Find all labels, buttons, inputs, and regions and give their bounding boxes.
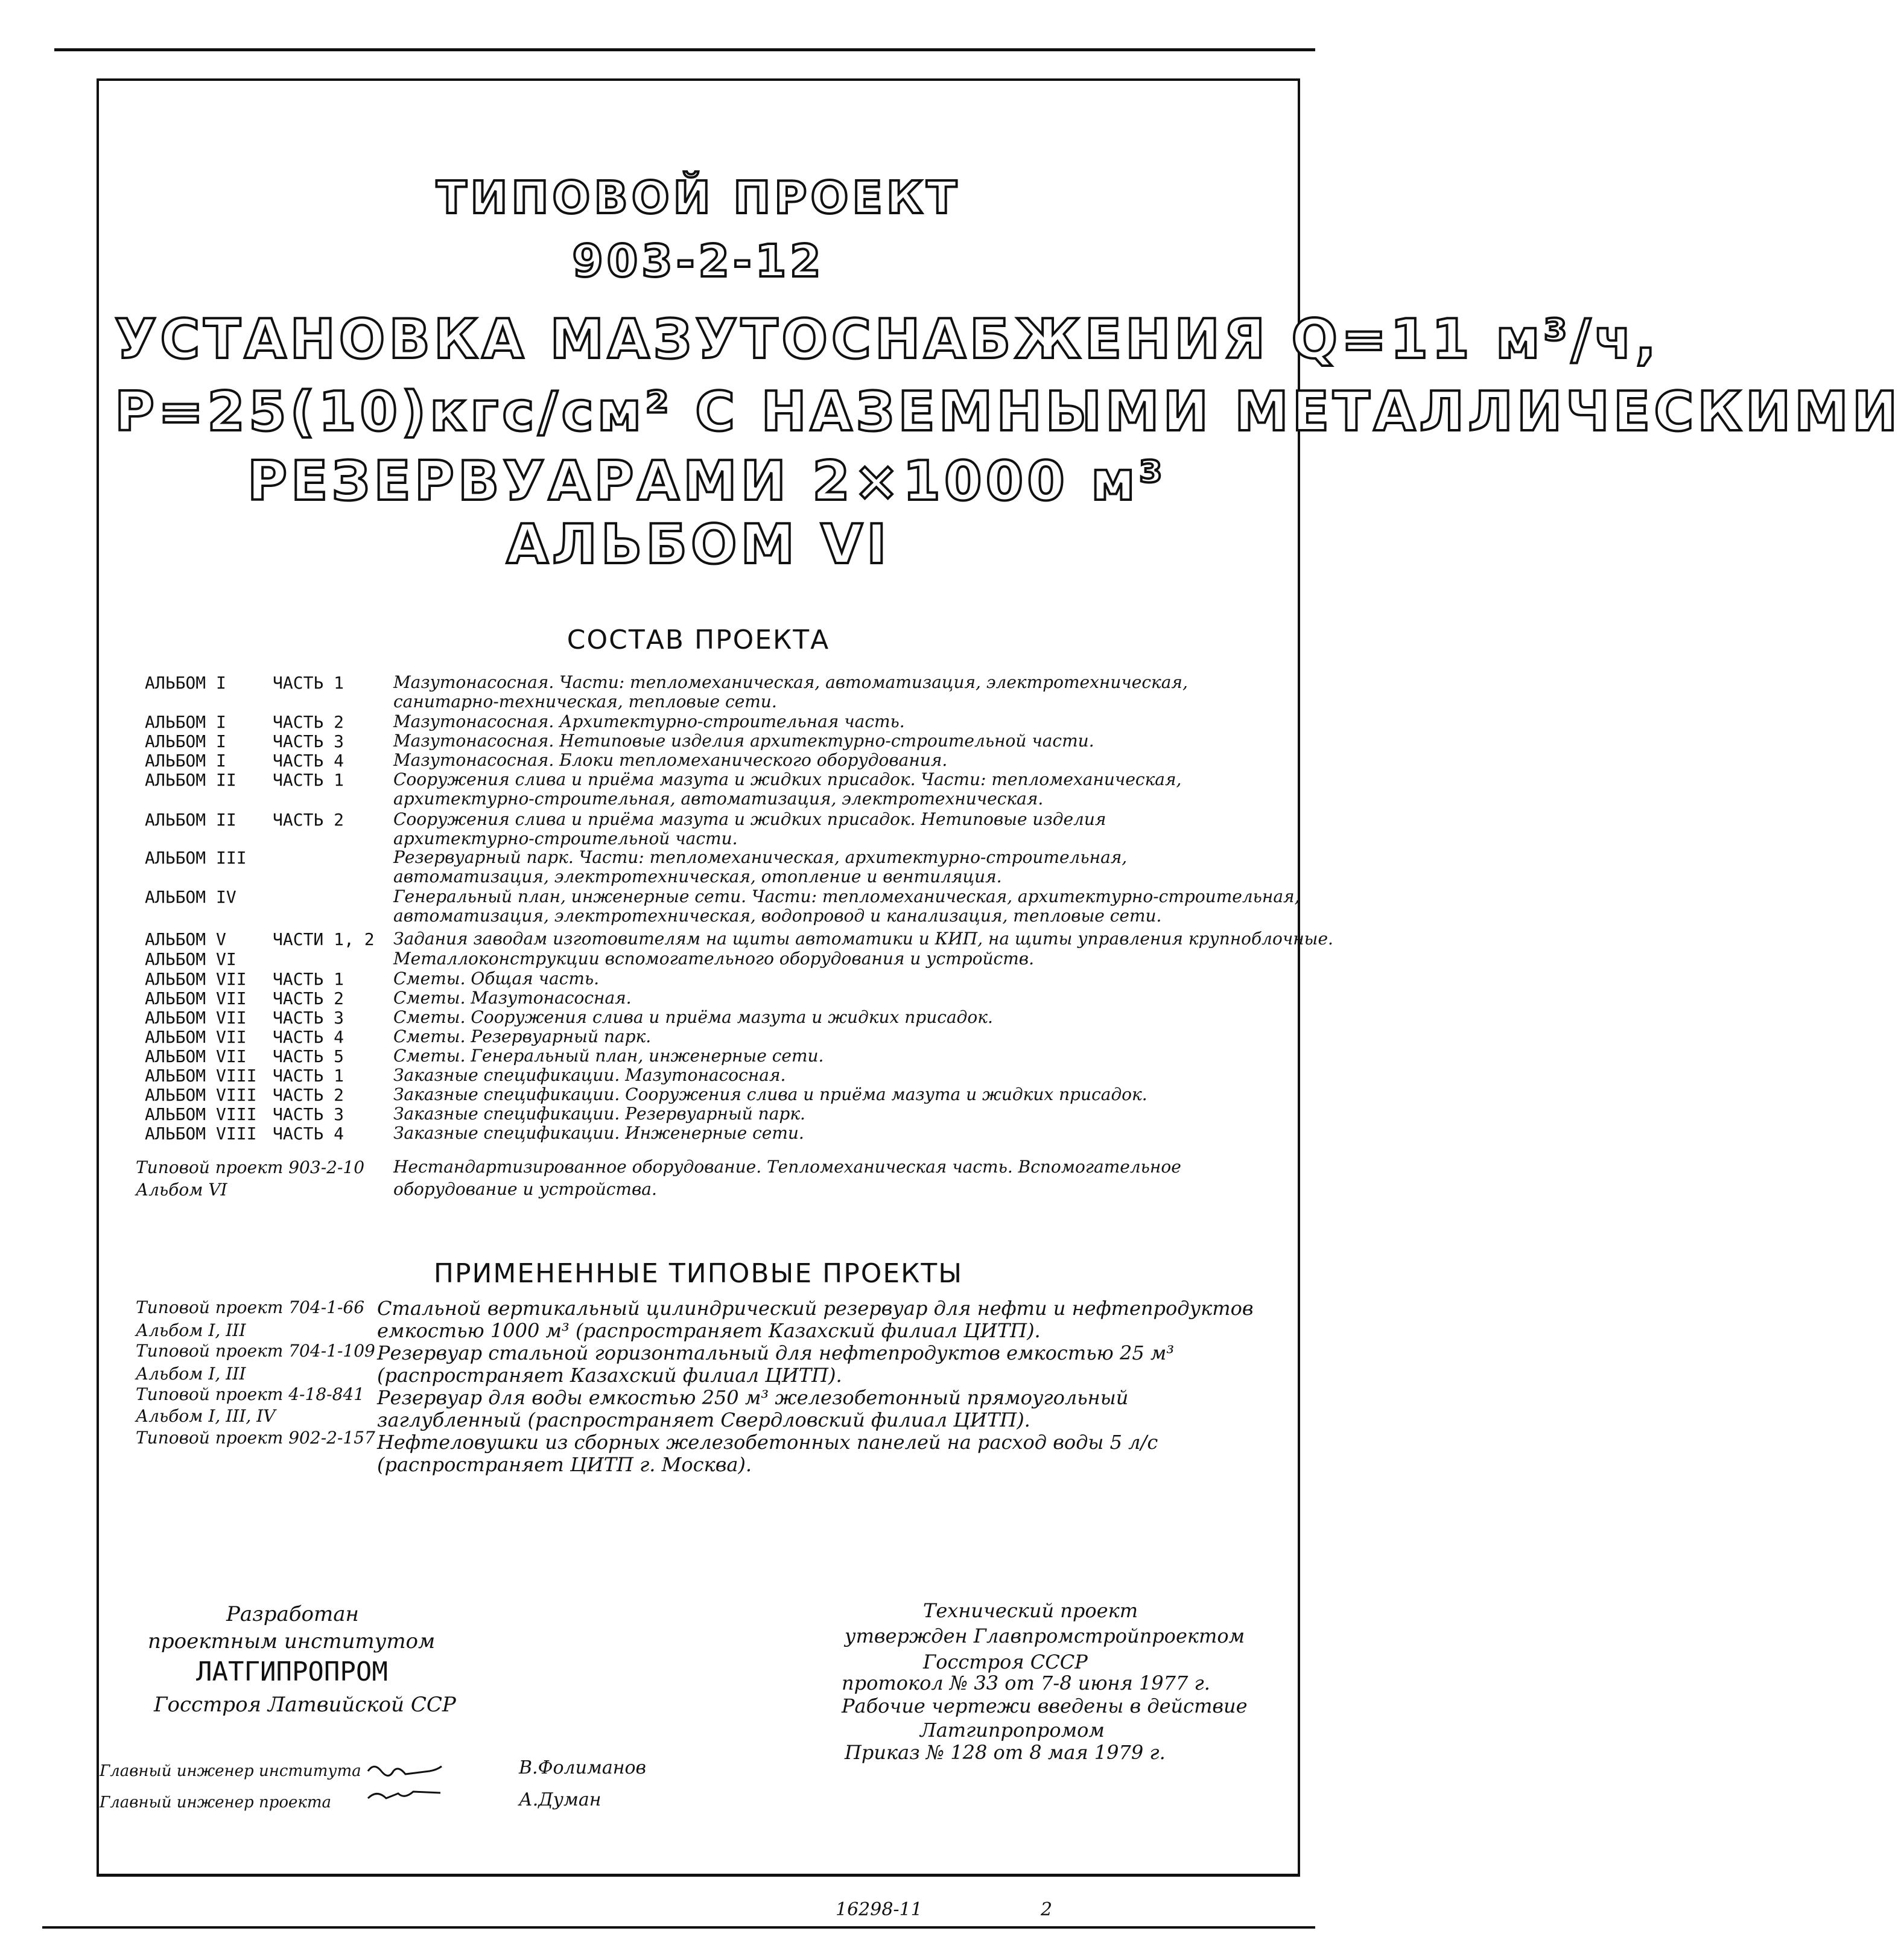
applied-desc: емкостью 1000 м³ (распространяет Казахский филиал ЦИТП).: [377, 1319, 1041, 1342]
applied-desc: Стальной вертикальный цилиндрический резервуар для нефти и нефтепродуктов: [377, 1297, 1254, 1320]
composition-desc: архитектурно-строительная, автоматизация, электротехническая.: [393, 789, 1044, 809]
last-label-1: Типовой проект 903-2-10: [136, 1157, 365, 1177]
dev-line-3: Госстроя Латвийской ССР: [154, 1693, 456, 1717]
composition-part: ЧАСТЬ 2: [273, 810, 344, 830]
applied-label: Типовой проект 4-18-841: [136, 1384, 365, 1404]
composition-part: ЧАСТЬ 4: [273, 1124, 344, 1144]
composition-album: АЛЬБОМ I: [145, 731, 226, 751]
composition-desc: Задания заводам изготовителям на щиты автоматики и КИП, на щиты управления крупноблочные.: [393, 929, 1333, 949]
doc-number: 903-2-12: [572, 235, 825, 287]
composition-desc: Заказные спецификации. Резервуарный парк.: [393, 1104, 805, 1124]
composition-desc: Мазутонасосная. Архитектурно-строительная часть.: [393, 711, 905, 731]
applied-label: Типовой проект 704-1-66: [136, 1297, 365, 1317]
approval-line: Технический проект: [923, 1599, 1138, 1622]
composition-desc: Сметы. Общая часть.: [393, 969, 600, 988]
composition-part: ЧАСТЬ 3: [273, 1008, 344, 1028]
composition-desc: Сметы. Генеральный план, инженерные сети.: [393, 1046, 824, 1066]
album-number: АЛЬБОМ VI: [506, 513, 890, 576]
composition-desc: санитарно-техническая, тепловые сети.: [393, 692, 777, 711]
composition-part: ЧАСТЬ 4: [273, 1027, 344, 1047]
doc-type: ТИПОВОЙ ПРОЕКТ: [436, 172, 960, 224]
composition-part: ЧАСТЬ 4: [273, 751, 344, 771]
applied-heading: ПРИМЕНЕННЫЕ ТИПОВЫЕ ПРОЕКТЫ: [433, 1258, 963, 1289]
composition-desc: Заказные спецификации. Сооружения слива и приёма мазута и жидких присадок.: [393, 1084, 1147, 1104]
composition-heading: СОСТАВ ПРОЕКТА: [566, 625, 830, 655]
composition-desc: Заказные спецификации. Инженерные сети.: [393, 1123, 804, 1143]
composition-desc: Металлоконструкции вспомогательного оборудования и устройств.: [393, 949, 1034, 969]
chief-project-name: А.Думан: [519, 1789, 601, 1810]
composition-desc: Мазутонасосная. Части: тепломеханическая, автоматизация, электротехническая,: [393, 672, 1188, 692]
composition-desc: Заказные спецификации. Мазутонасосная.: [393, 1065, 786, 1085]
composition-desc: архитектурно-строительной части.: [393, 829, 738, 848]
composition-part: ЧАСТИ 1, 2: [273, 929, 375, 949]
composition-desc: Сооружения слива и приёма мазута и жидких присадок. Нетиповые изделия: [393, 809, 1106, 829]
composition-desc: Мазутонасосная. Нетиповые изделия архитектурно-строительной части.: [393, 731, 1094, 751]
composition-album: АЛЬБОМ VIII: [145, 1066, 257, 1086]
approval-line: Латгипропромом: [920, 1719, 1105, 1742]
approval-line: Рабочие чертежи введены в действие: [842, 1694, 1248, 1717]
signatures-image: [362, 1753, 459, 1807]
composition-part: ЧАСТЬ 2: [273, 712, 344, 732]
dev-org: ЛАТГИПРОПРОМ: [196, 1656, 388, 1687]
composition-part: ЧАСТЬ 1: [273, 770, 344, 790]
composition-desc: автоматизация, электротехническая, отопление и вентиляция.: [393, 867, 1002, 886]
chief-institute-label: Главный инженер института: [100, 1762, 361, 1780]
applied-label: Альбом I, III, IV: [136, 1406, 276, 1426]
applied-desc: (распространяет ЦИТП г. Москва).: [377, 1453, 752, 1476]
composition-album: АЛЬБОМ V: [145, 929, 226, 949]
composition-desc: Резервуарный парк. Части: тепломеханическая, архитектурно-строительная,: [393, 847, 1128, 867]
composition-desc: Генеральный план, инженерные сети. Части: тепломеханическая, архитектурно-строительная,: [393, 886, 1300, 906]
composition-album: АЛЬБОМ I: [145, 712, 226, 732]
composition-album: АЛЬБОМ I: [145, 751, 226, 771]
composition-album: АЛЬБОМ VII: [145, 1046, 247, 1066]
chief-project-label: Главный инженер проекта: [100, 1793, 332, 1812]
applied-desc: Резервуар для воды емкостью 250 м³ железобетонный прямоугольный: [377, 1386, 1129, 1409]
last-desc-1: Нестандартизированное оборудование. Тепломеханическая часть. Вспомогательное: [393, 1157, 1181, 1177]
approval-line: утвержден Главпромстройпроектом: [845, 1624, 1245, 1647]
composition-desc: Сметы. Резервуарный парк.: [393, 1026, 652, 1046]
bottom-rule: [42, 1926, 1315, 1929]
applied-label: Альбом I, III: [136, 1320, 246, 1340]
composition-desc: Мазутонасосная. Блоки тепломеханического оборудования.: [393, 750, 948, 770]
title-line-2: Р=25(10)кгс/см² С НАЗЕМНЫМИ МЕТАЛЛИЧЕСКИМИ: [115, 380, 1901, 444]
composition-desc: Сметы. Сооружения слива и приёма мазута и жидких присадок.: [393, 1007, 993, 1027]
composition-part: ЧАСТЬ 1: [273, 969, 344, 989]
last-label-2: Альбом VI: [136, 1180, 227, 1200]
composition-desc: Сметы. Мазутонасосная.: [393, 988, 632, 1008]
composition-album: АЛЬБОМ VIII: [145, 1085, 257, 1105]
composition-part: ЧАСТЬ 1: [273, 1066, 344, 1086]
applied-label: Альбом I, III: [136, 1364, 246, 1384]
composition-desc: Сооружения слива и приёма мазута и жидких присадок. Части: тепломеханическая,: [393, 769, 1182, 789]
archive-code: 16298-11: [836, 1899, 922, 1920]
composition-album: АЛЬБОМ III: [145, 848, 247, 868]
applied-label: Типовой проект 902-2-157: [136, 1428, 375, 1448]
applied-desc: заглубленный (распространяет Свердловский филиал ЦИТП).: [377, 1408, 1030, 1431]
composition-album: АЛЬБОМ VI: [145, 949, 236, 969]
composition-part: ЧАСТЬ 2: [273, 988, 344, 1008]
title-line-1: УСТАНОВКА МАЗУТОСНАБЖЕНИЯ Q=11 м³/ч,: [115, 308, 1660, 371]
page-number: 2: [1041, 1899, 1053, 1920]
applied-label: Типовой проект 704-1-109: [136, 1341, 375, 1361]
composition-part: ЧАСТЬ 3: [273, 1104, 344, 1124]
composition-part: ЧАСТЬ 1: [273, 673, 344, 693]
chief-institute-name: В.Фолиманов: [519, 1757, 647, 1778]
applied-desc: Нефтеловушки из сборных железобетонных панелей на расход воды 5 л/с: [377, 1431, 1158, 1454]
composition-part: ЧАСТЬ 5: [273, 1046, 344, 1066]
composition-album: АЛЬБОМ II: [145, 810, 236, 830]
composition-part: ЧАСТЬ 2: [273, 1085, 344, 1105]
dev-line-1: Разработан: [226, 1602, 359, 1626]
last-desc-2: оборудование и устройства.: [393, 1179, 657, 1199]
title-line-3: РЕЗЕРВУАРАМИ 2×1000 м³: [247, 450, 1167, 513]
applied-desc: Резервуар стальной горизонтальный для нефтепродуктов емкостью 25 м³: [377, 1341, 1175, 1364]
approval-line: протокол № 33 от 7-8 июня 1977 г.: [842, 1672, 1210, 1694]
composition-desc: автоматизация, электротехническая, водопровод и канализация, тепловые сети.: [393, 906, 1162, 926]
approval-line: Приказ № 128 от 8 мая 1979 г.: [845, 1741, 1166, 1764]
composition-part: ЧАСТЬ 3: [273, 731, 344, 751]
top-rule: [54, 48, 1315, 51]
approval-line: Госстроя СССР: [923, 1650, 1088, 1673]
composition-album: АЛЬБОМ VIII: [145, 1124, 257, 1144]
composition-album: АЛЬБОМ II: [145, 770, 236, 790]
dev-line-2: проектным институтом: [148, 1629, 436, 1653]
composition-album: АЛЬБОМ VII: [145, 969, 247, 989]
applied-desc: (распространяет Казахский филиал ЦИТП).: [377, 1364, 842, 1387]
composition-album: АЛЬБОМ IV: [145, 887, 236, 907]
composition-album: АЛЬБОМ VII: [145, 1027, 247, 1047]
composition-album: АЛЬБОМ VIII: [145, 1104, 257, 1124]
composition-album: АЛЬБОМ I: [145, 673, 226, 693]
composition-album: АЛЬБОМ VII: [145, 988, 247, 1008]
composition-album: АЛЬБОМ VII: [145, 1008, 247, 1028]
